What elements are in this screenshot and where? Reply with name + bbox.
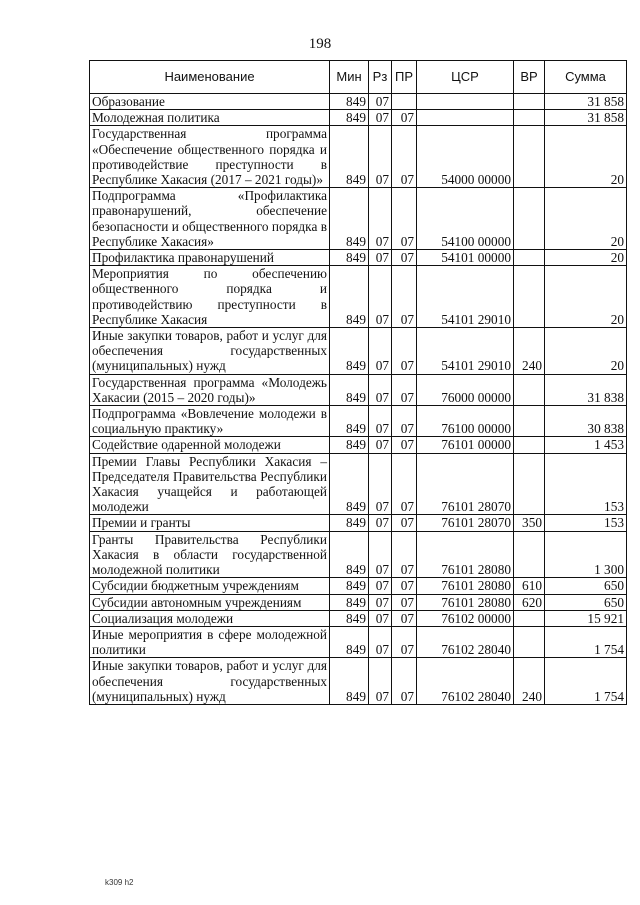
table-row [90, 250, 627, 266]
cell-csr: 54101 29010 [417, 266, 514, 328]
cell-pr: 07 [392, 250, 417, 266]
cell-min: 849 [330, 374, 369, 405]
cell-sum: 1 300 [545, 531, 627, 578]
header-vr: ВР [514, 61, 545, 94]
cell-name: Мероприятия по обеспечению общественного порядка и противодействию преступности в Республике Хакасия [90, 266, 330, 328]
cell-csr: 76101 00000 [417, 437, 514, 453]
cell-min: 849 [330, 406, 369, 437]
cell-min: 849 [330, 250, 369, 266]
cell-sum: 15 921 [545, 610, 627, 626]
cell-rz: 07 [369, 626, 392, 657]
cell-vr [514, 110, 545, 126]
cell-rz: 07 [369, 658, 392, 705]
cell-vr [514, 374, 545, 405]
cell-pr: 07 [392, 374, 417, 405]
cell-vr: 620 [514, 594, 545, 610]
cell-sum: 20 [545, 266, 627, 328]
cell-vr [514, 406, 545, 437]
cell-sum: 20 [545, 250, 627, 266]
cell-name: Иные закупки товаров, работ и услуг для обеспечения государственных (муниципальных) нужд [90, 658, 330, 705]
cell-csr: 54101 00000 [417, 250, 514, 266]
cell-min: 849 [330, 188, 369, 250]
cell-csr: 76101 28070 [417, 515, 514, 531]
header-sum: Сумма [545, 61, 627, 94]
cell-csr: 54101 29010 [417, 328, 514, 375]
cell-rz: 07 [369, 610, 392, 626]
cell-min: 849 [330, 94, 369, 110]
cell-pr: 07 [392, 110, 417, 126]
cell-pr: 07 [392, 515, 417, 531]
cell-csr: 76102 00000 [417, 610, 514, 626]
cell-name: Подпрограмма «Вовлечение молодежи в социальную практику» [90, 406, 330, 437]
table-row [90, 188, 627, 250]
cell-csr: 54100 00000 [417, 188, 514, 250]
table-row [90, 626, 627, 657]
cell-pr: 07 [392, 266, 417, 328]
cell-vr [514, 626, 545, 657]
budget-table [89, 60, 627, 705]
cell-rz: 07 [369, 531, 392, 578]
table-row [90, 110, 627, 126]
cell-vr [514, 126, 545, 188]
cell-vr: 240 [514, 658, 545, 705]
cell-sum: 31 858 [545, 94, 627, 110]
cell-rz: 07 [369, 578, 392, 594]
cell-sum: 20 [545, 188, 627, 250]
header-name: Наименование [90, 61, 330, 94]
table-row [90, 610, 627, 626]
cell-csr: 76102 28040 [417, 626, 514, 657]
cell-min: 849 [330, 515, 369, 531]
cell-sum: 30 838 [545, 406, 627, 437]
cell-name: Образование [90, 94, 330, 110]
cell-rz: 07 [369, 374, 392, 405]
cell-pr: 07 [392, 406, 417, 437]
cell-vr [514, 266, 545, 328]
cell-csr: 76101 28070 [417, 453, 514, 515]
cell-min: 849 [330, 328, 369, 375]
cell-name: Субсидии автономным учреждениям [90, 594, 330, 610]
cell-csr: 76101 28080 [417, 578, 514, 594]
cell-sum: 1 754 [545, 626, 627, 657]
table-row [90, 266, 627, 328]
table-row [90, 126, 627, 188]
cell-min: 849 [330, 126, 369, 188]
cell-csr: 76101 28080 [417, 594, 514, 610]
cell-sum: 20 [545, 126, 627, 188]
table-row [90, 453, 627, 515]
cell-pr: 07 [392, 453, 417, 515]
cell-sum: 153 [545, 515, 627, 531]
cell-sum: 31 838 [545, 374, 627, 405]
header-min: Мин [330, 61, 369, 94]
table-row [90, 578, 627, 594]
cell-pr: 07 [392, 531, 417, 578]
cell-vr [514, 610, 545, 626]
cell-pr: 07 [392, 658, 417, 705]
cell-rz: 07 [369, 110, 392, 126]
cell-rz: 07 [369, 515, 392, 531]
cell-min: 849 [330, 594, 369, 610]
cell-pr: 07 [392, 126, 417, 188]
cell-vr [514, 453, 545, 515]
cell-csr [417, 110, 514, 126]
table-body [90, 94, 627, 705]
cell-min: 849 [330, 266, 369, 328]
cell-pr: 07 [392, 188, 417, 250]
cell-min: 849 [330, 453, 369, 515]
cell-vr [514, 250, 545, 266]
cell-name: Молодежная политика [90, 110, 330, 126]
table-row [90, 406, 627, 437]
cell-vr: 350 [514, 515, 545, 531]
cell-min: 849 [330, 531, 369, 578]
cell-csr: 76000 00000 [417, 374, 514, 405]
cell-pr: 07 [392, 578, 417, 594]
cell-csr: 76102 28040 [417, 658, 514, 705]
table-row [90, 374, 627, 405]
cell-sum: 650 [545, 578, 627, 594]
cell-sum: 153 [545, 453, 627, 515]
table-row [90, 94, 627, 110]
cell-name: Гранты Правительства Республики Хакасия в области государственной молодежной политики [90, 531, 330, 578]
cell-sum: 31 858 [545, 110, 627, 126]
cell-name: Подпрограмма «Профилактика правонарушений, обеспечение безопасности и общественного порядка в Республике Хакасия» [90, 188, 330, 250]
cell-name: Иные закупки товаров, работ и услуг для обеспечения государственных (муниципальных) нужд [90, 328, 330, 375]
table-row [90, 531, 627, 578]
cell-name: Социализация молодежи [90, 610, 330, 626]
cell-name: Иные мероприятия в сфере молодежной политики [90, 626, 330, 657]
cell-pr [392, 94, 417, 110]
cell-csr: 76101 28080 [417, 531, 514, 578]
cell-vr [514, 531, 545, 578]
cell-csr [417, 94, 514, 110]
cell-name: Премии и гранты [90, 515, 330, 531]
table-row [90, 658, 627, 705]
cell-csr: 54000 00000 [417, 126, 514, 188]
cell-rz: 07 [369, 406, 392, 437]
table-row [90, 328, 627, 375]
table-row [90, 437, 627, 453]
cell-sum: 1 754 [545, 658, 627, 705]
page-number: 198 [308, 36, 332, 52]
cell-name: Государственная программа «Обеспечение общественного порядка и противодействие преступности в Республике Хакасия (2017 – 2021 годы)» [90, 126, 330, 188]
cell-min: 849 [330, 626, 369, 657]
header-rz: Рз [369, 61, 392, 94]
cell-pr: 07 [392, 328, 417, 375]
cell-pr: 07 [392, 437, 417, 453]
cell-vr [514, 94, 545, 110]
cell-sum: 650 [545, 594, 627, 610]
header-pr: ПР [392, 61, 417, 94]
cell-vr: 240 [514, 328, 545, 375]
cell-vr [514, 437, 545, 453]
cell-sum: 1 453 [545, 437, 627, 453]
cell-vr [514, 188, 545, 250]
cell-pr: 07 [392, 626, 417, 657]
cell-min: 849 [330, 658, 369, 705]
cell-rz: 07 [369, 328, 392, 375]
cell-rz: 07 [369, 453, 392, 515]
cell-rz: 07 [369, 94, 392, 110]
cell-name: Профилактика правонарушений [90, 250, 330, 266]
cell-min: 849 [330, 610, 369, 626]
cell-rz: 07 [369, 594, 392, 610]
cell-min: 849 [330, 578, 369, 594]
cell-sum: 20 [545, 328, 627, 375]
cell-pr: 07 [392, 594, 417, 610]
cell-name: Субсидии бюджетным учреждениям [90, 578, 330, 594]
cell-name: Содействие одаренной молодежи [90, 437, 330, 453]
cell-name: Премии Главы Республики Хакасия – Председателя Правительства Республики Хакасия учащейся и работающей молодежи [90, 453, 330, 515]
table-header-row [90, 61, 627, 94]
table-row [90, 594, 627, 610]
cell-min: 849 [330, 437, 369, 453]
cell-vr: 610 [514, 578, 545, 594]
cell-rz: 07 [369, 250, 392, 266]
cell-rz: 07 [369, 437, 392, 453]
cell-min: 849 [330, 110, 369, 126]
cell-csr: 76100 00000 [417, 406, 514, 437]
cell-rz: 07 [369, 188, 392, 250]
footer-code: k309 h2 [105, 878, 134, 887]
header-csr: ЦСР [417, 61, 514, 94]
cell-name: Государственная программа «Молодежь Хакасии (2015 – 2020 годы)» [90, 374, 330, 405]
cell-pr: 07 [392, 610, 417, 626]
cell-rz: 07 [369, 266, 392, 328]
cell-rz: 07 [369, 126, 392, 188]
table-row [90, 515, 627, 531]
